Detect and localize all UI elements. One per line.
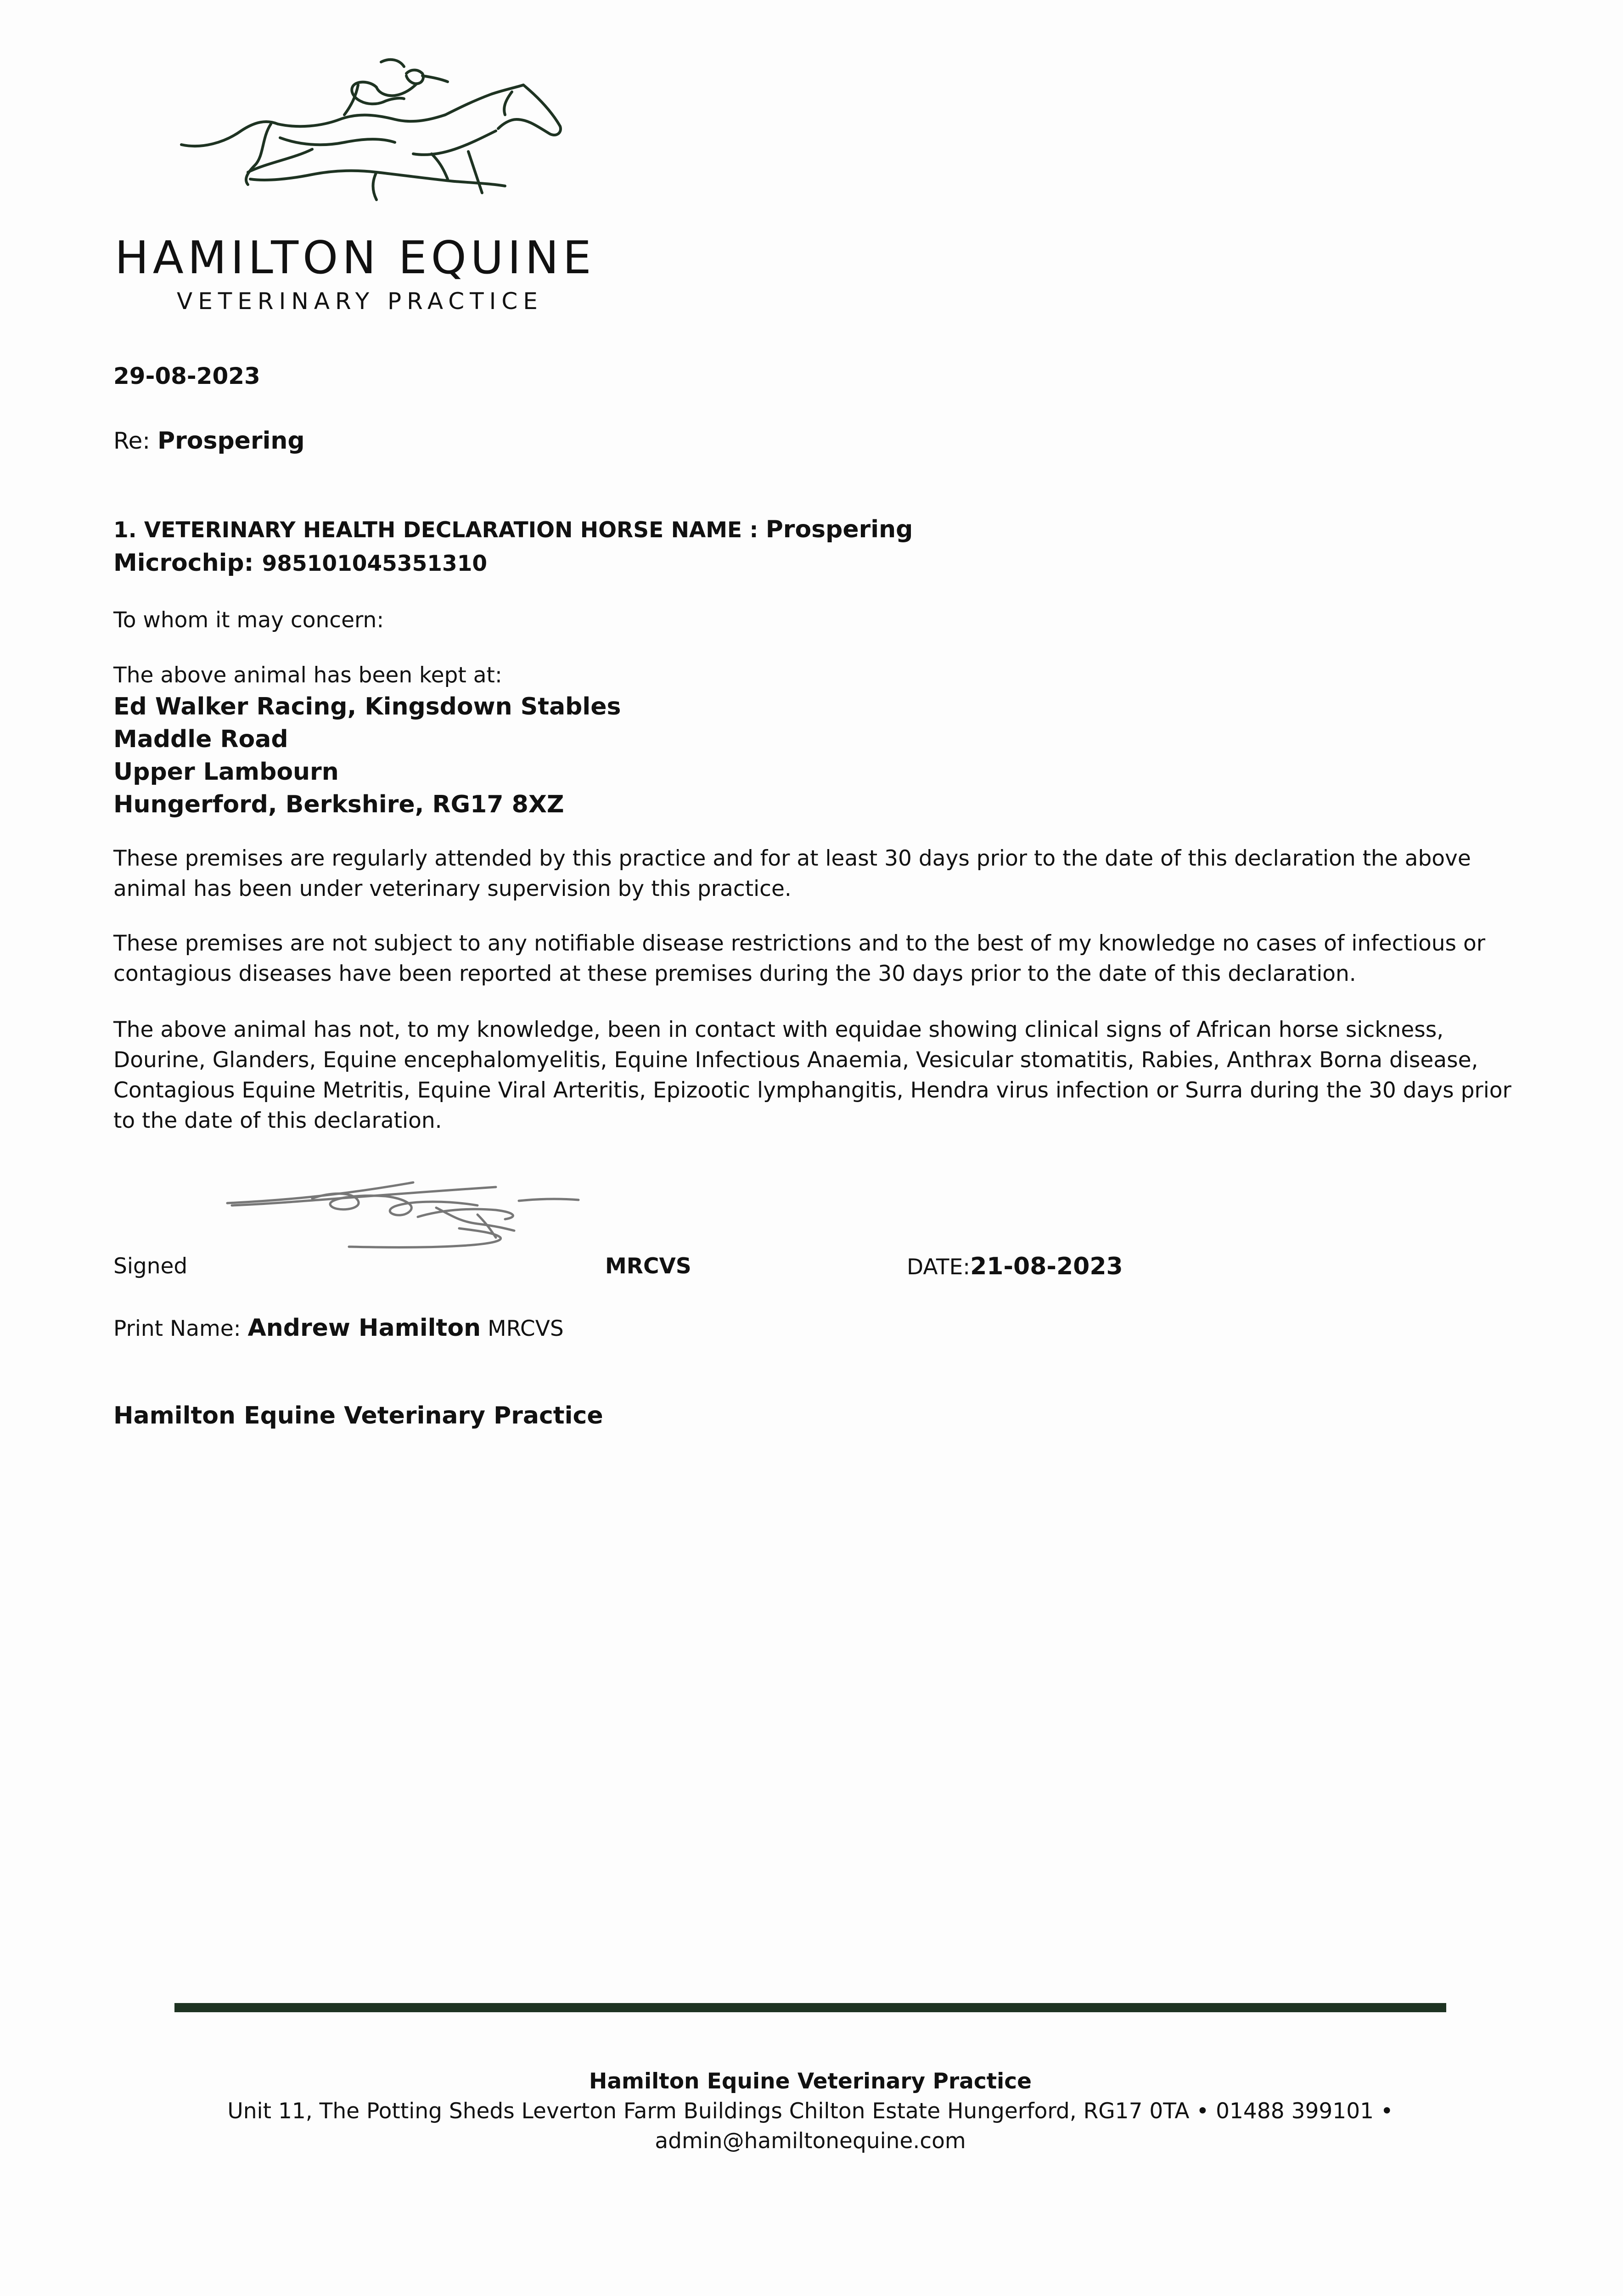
practice-name: Hamilton Equine Veterinary Practice xyxy=(113,1402,603,1429)
horse-logo-icon xyxy=(174,51,569,207)
address-line: Maddle Road xyxy=(113,726,288,753)
signed-label: Signed xyxy=(113,1254,188,1279)
footer-divider xyxy=(174,2003,1446,2012)
letter-date: 29-08-2023 xyxy=(113,363,260,389)
print-name-value: Andrew Hamilton xyxy=(247,1314,481,1342)
declaration-heading xyxy=(113,516,913,543)
declaration-heading-text: 1. VETERINARY HEALTH DECLARATION HORSE NAME : xyxy=(113,518,758,543)
print-name-line xyxy=(113,1314,564,1342)
stable-address xyxy=(113,691,621,821)
sign-date xyxy=(907,1253,1123,1280)
microchip-line xyxy=(113,549,487,577)
logo-subtitle: VETERINARY PRACTICE xyxy=(177,288,543,315)
re-line xyxy=(113,427,305,455)
salutation: To whom it may concern: xyxy=(113,608,384,633)
handwritten-signature xyxy=(220,1173,588,1256)
re-value: Prospering xyxy=(157,427,305,455)
footer xyxy=(174,2066,1446,2156)
microchip-label: Microchip: xyxy=(113,549,254,577)
sign-date-label: DATE: xyxy=(907,1255,971,1280)
paragraph-supervision: These premises are regularly attended by this practice and for at least 30 days prior to the date of this declaration the above animal has been under veterinary supervision by this practice. xyxy=(113,846,1471,901)
address-line: Hungerford, Berkshire, RG17 8XZ xyxy=(113,791,564,818)
footer-email: admin@hamiltonequine.com xyxy=(655,2128,966,2154)
footer-address: Unit 11, The Potting Sheds Leverton Farm Buildings Chilton Estate Hungerford, RG17 0TA • 01488 399101 • xyxy=(227,2099,1393,2124)
microchip-value: 985101045351310 xyxy=(262,551,488,576)
declaration-horse-name: Prospering xyxy=(765,516,913,543)
logo-title: HAMILTON EQUINE xyxy=(115,232,595,284)
print-name-suffix: MRCVS xyxy=(488,1316,564,1341)
mrcvs-label: MRCVS xyxy=(605,1254,691,1279)
footer-practice-name: Hamilton Equine Veterinary Practice xyxy=(589,2069,1032,2094)
paragraph-restrictions: These premises are not subject to any notifiable disease restrictions and to the best of my knowledge no cases of infectious or contagious diseases have been reported at these premises during the 30 days prior to the date of this declaration. xyxy=(113,931,1486,986)
sign-date-value: 21-08-2023 xyxy=(970,1253,1123,1280)
print-name-label: Print Name: xyxy=(113,1316,241,1341)
kept-at-label: The above animal has been kept at: xyxy=(113,663,502,688)
paragraph-contact: The above animal has not, to my knowledge, been in contact with equidae showing clinical signs of African horse sickness, Dourine, Glanders, Equine encephalomyelitis, Equine Infectious Anaemia, Vesicular stomatitis, Rabies, Anthrax Borna disease, Contagious Equine Metritis, Equine Viral Arteritis, Epizootic lymphangitis, Hendra virus infection or Surra during the 30 days prior to the date of this declaration. xyxy=(113,1017,1511,1133)
address-line: Upper Lambourn xyxy=(113,758,339,786)
re-label: Re: xyxy=(113,428,151,454)
address-line: Ed Walker Racing, Kingsdown Stables xyxy=(113,693,621,720)
